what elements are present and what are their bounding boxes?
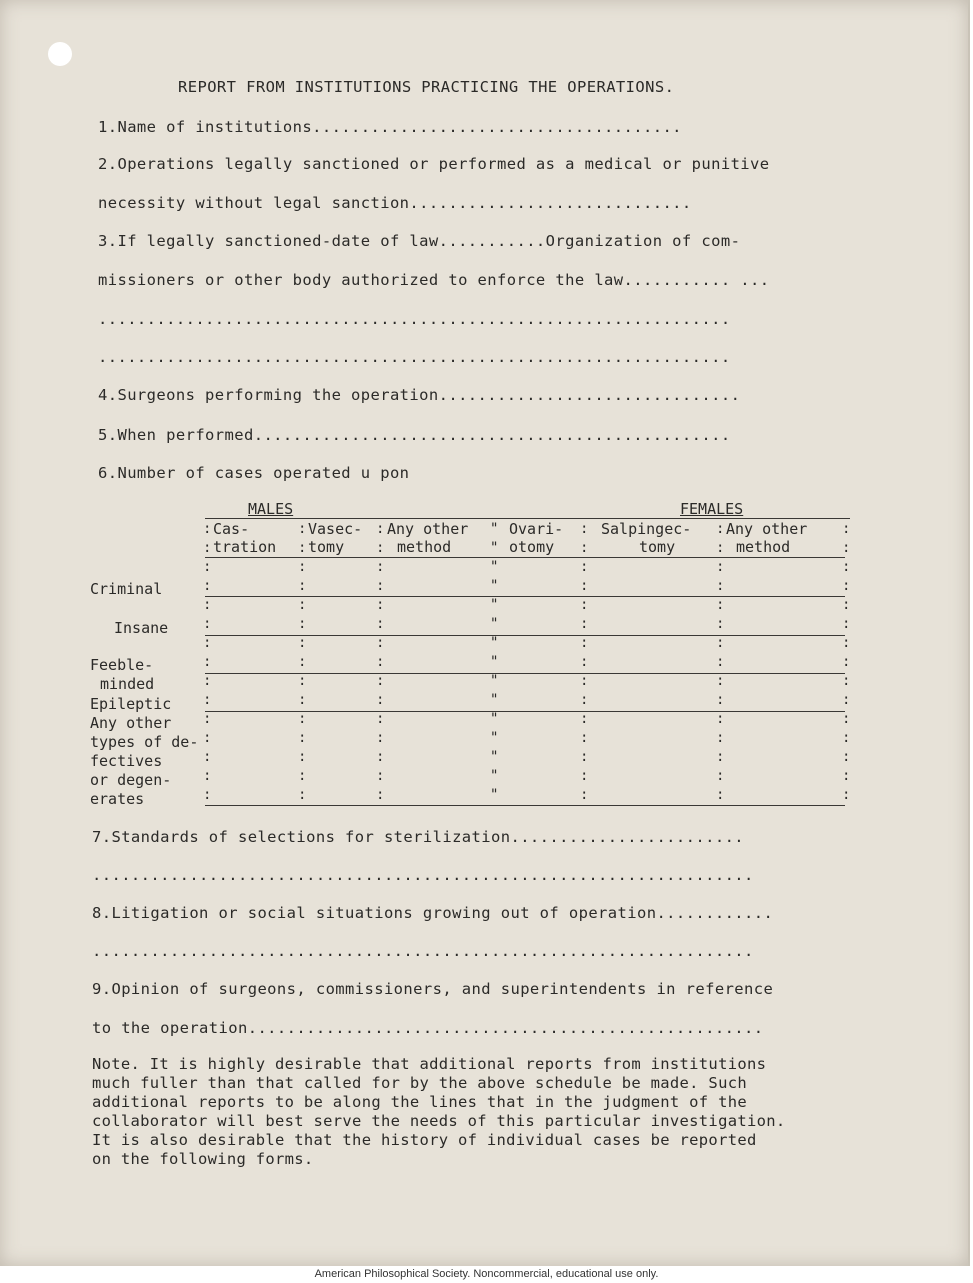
item-2-continued: necessity without legal sanction............................. [98,194,692,212]
col-separator: : : : : : : : : : : : : : : : [716,521,725,803]
item-3-continued: missioners or other body authorized to enforce the law........... ... [98,271,770,289]
blank-dotted-line: .................................................................... [92,942,754,960]
page-title: REPORT FROM INSTITUTIONS PRACTICING THE OPERATIONS. [178,78,675,96]
item-1-name-of-institutions: 1.Name of institutions...................................... [98,118,682,136]
males-group-header: MALES [248,500,294,518]
table-bottom-rule [205,805,845,806]
col-separator: " " " " " " " " " " " " " " " [490,521,499,803]
col-separator: : : : : : : : : : : : : : : : [298,521,307,803]
col-header-any-other-male: Any other method [387,520,469,556]
credit-line: American Philosophical Society. Noncommercial, educational use only. [314,1268,659,1280]
item-6-number-of-cases: 6.Number of cases operated u pon [98,464,410,482]
item-9-opinion: 9.Opinion of surgeons, commissioners, and superintendents in reference [92,980,774,998]
col-separator: : : : : : : : : : : : : : : : [842,521,851,803]
row-label-criminal: Criminal [90,580,163,598]
item-7-standards: 7.Standards of selections for sterilization........................ [92,828,745,846]
row-rule [205,673,845,674]
header-bottom-rule [205,557,845,558]
table-top-rule [205,518,850,519]
col-separator: : : : : : : : : : : : : : : : [203,521,212,803]
col-header-any-other-female: Any other method [726,520,808,556]
col-separator: : : : : : : : : : : : : : : : [376,521,385,803]
blank-dotted-line: ................................................................. [98,310,731,328]
row-rule [205,711,845,712]
blank-dotted-line: .................................................................... [92,866,754,884]
col-header-vasectomy: Vasec- tomy [308,520,363,556]
row-label-epileptic: Epileptic [90,695,172,713]
punch-hole [48,42,72,66]
col-separator: : : : : : : : : : : : : : : : [580,521,589,803]
col-header-ovariotomy: Ovari- otomy [509,520,564,556]
row-label-any-other-types: Any other types of de- fectives or degen- erates [90,714,199,808]
col-header-castration: Cas- tration [213,520,277,556]
item-4-surgeons: 4.Surgeons performing the operation............................... [98,386,741,404]
note-paragraph: Note. It is highly desirable that additional reports from institutions much fuller than that called for by the above schedule be made. Such additional reports to be along the lines that in the judgment of the collaborator will best serve the needs of this particular investigation. It is also desirable that the history of individual cases be reported on the following forms. [92,1055,786,1168]
item-8-litigation: 8.Litigation or social situations growing out of operation............ [92,904,774,922]
item-3-legally-sanctioned: 3.If legally sanctioned-date of law...........Organization of com- [98,232,741,250]
females-group-header: FEMALES [680,500,744,518]
item-2-operations: 2.Operations legally sanctioned or performed as a medical or punitive [98,155,770,173]
row-rule [205,596,845,597]
row-label-feebleminded: Feeble- minded [90,656,155,693]
col-header-salpingectomy: Salpingec- tomy [601,520,692,556]
item-9-continued: to the operation..................................................... [92,1019,764,1037]
row-rule [205,635,845,636]
row-label-insane: Insane [114,619,169,637]
blank-dotted-line: ................................................................. [98,348,731,366]
item-5-when-performed: 5.When performed................................................. [98,426,731,444]
